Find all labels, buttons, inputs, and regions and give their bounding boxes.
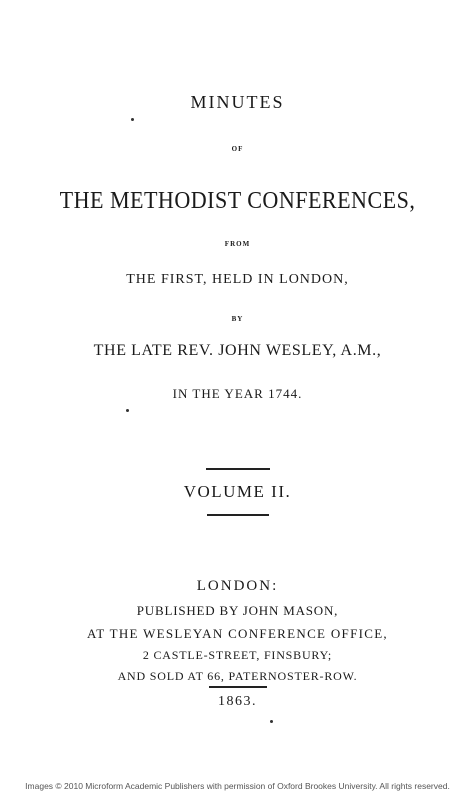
author-line: THE LATE REV. JOHN WESLEY, A.M., (93, 342, 382, 359)
ink-speck (126, 409, 129, 412)
ink-speck (131, 118, 134, 121)
divider-rule (206, 468, 270, 470)
ink-speck (270, 720, 273, 723)
imprint-sold: AND SOLD AT 66, PATERNOSTER-ROW. (117, 669, 358, 683)
subtitle-first-conference: THE FIRST, HELD IN LONDON, (126, 272, 349, 287)
connector-of: OF (231, 145, 244, 153)
imprint-city: LONDON: (196, 578, 279, 594)
heading-minutes: MINUTES (190, 92, 285, 112)
imprint-office: AT THE WESLEYAN CONFERENCE OFFICE, (87, 626, 388, 641)
divider-rule (207, 514, 269, 516)
volume-label: VOLUME II. (183, 482, 292, 501)
connector-by: BY (231, 315, 244, 323)
copyright-footer: Images © 2010 Microform Academic Publishers with permission of Oxford Brookes University. All rights reserved. (25, 781, 450, 791)
main-title: THE METHODIST CONFERENCES, (59, 188, 416, 214)
imprint-publisher: PUBLISHED BY JOHN MASON, (136, 603, 339, 618)
imprint-date: 1863. (218, 694, 257, 709)
divider-rule (209, 686, 267, 688)
year-line: IN THE YEAR 1744. (172, 386, 303, 401)
imprint-street: 2 CASTLE-STREET, FINSBURY; (142, 648, 333, 662)
connector-from: FROM (224, 240, 251, 248)
